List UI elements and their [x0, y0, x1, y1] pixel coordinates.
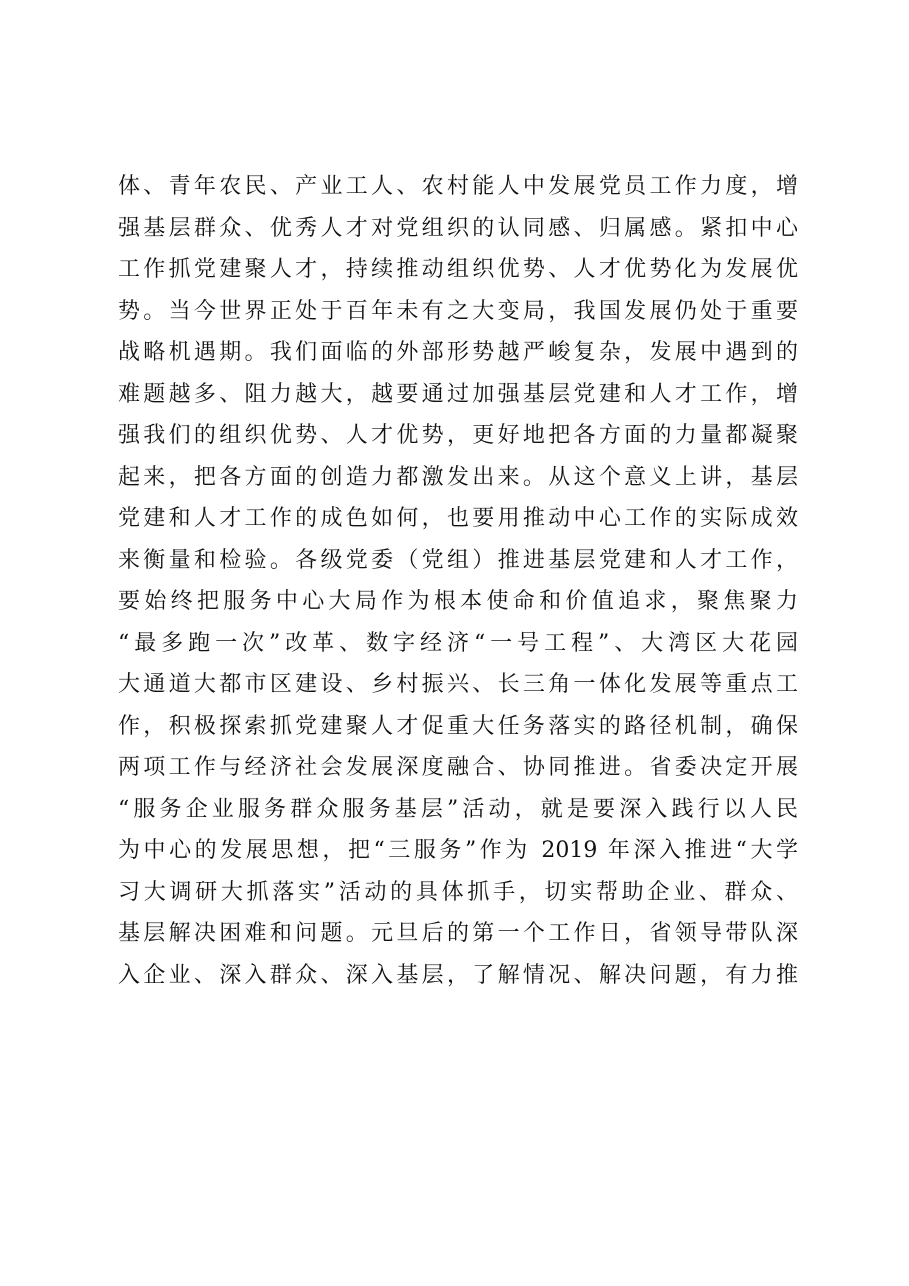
text-line: 来衡量和检验。各级党委（党组）推进基层党建和人才工作， — [118, 547, 798, 573]
text-line: 作，积极探索抓党建聚人才促重大任务落实的路径机制，确保 — [118, 713, 798, 739]
text-line: 强基层群众、优秀人才对党组织的认同感、归属感。紧扣中心 — [118, 215, 798, 241]
text-line: 难题越多、阻力越大，越要通过加强基层党建和人才工作，增 — [118, 381, 798, 407]
text-line: 党建和人才工作的成色如何，也要用推动中心工作的实际成效 — [118, 506, 798, 531]
text-line: 习大调研大抓落实”活动的具体抓手，切实帮助企业、群众、 — [118, 879, 798, 905]
text-line: 起来，把各方面的创造力都激发出来。从这个意义上讲，基层 — [118, 464, 798, 490]
text-line: 战略机遇期。我们面临的外部形势越严峻复杂，发展中遇到的 — [118, 340, 798, 365]
text-line: 为中心的发展思想，把“三服务”作为 2019 年深入推进“大学 — [118, 838, 798, 863]
text-line: 工作抓党建聚人才，持续推动组织优势、人才优势化为发展优 — [118, 257, 798, 282]
text-line: 大通道大都市区建设、乡村振兴、长三角一体化发展等重点工 — [118, 672, 798, 697]
text-line: 强我们的组织优势、人才优势，更好地把各方面的力量都凝聚 — [118, 423, 798, 448]
text-line: “最多跑一次”改革、数字经济“一号工程”、大湾区大花园 — [118, 630, 798, 656]
text-line: 两项工作与经济社会发展深度融合、协同推进。省委决定开展 — [118, 755, 798, 780]
text-line: “服务企业服务群众服务基层”活动，就是要深入践行以人民 — [118, 796, 798, 822]
text-line: 体、青年农民、产业工人、农村能人中发展党员工作力度，增 — [118, 174, 798, 199]
text-line: 要始终把服务中心大局作为根本使命和价值追求，聚焦聚力 — [118, 589, 798, 614]
text-line: 势。当今世界正处于百年未有之大变局，我国发展仍处于重要 — [118, 298, 798, 324]
text-line: 基层解决困难和问题。元旦后的第一个工作日，省领导带队深 — [118, 921, 798, 946]
body-text — [118, 166, 798, 996]
text-line: 入企业、深入群众、深入基层，了解情况、解决问题，有力推 — [118, 962, 798, 988]
